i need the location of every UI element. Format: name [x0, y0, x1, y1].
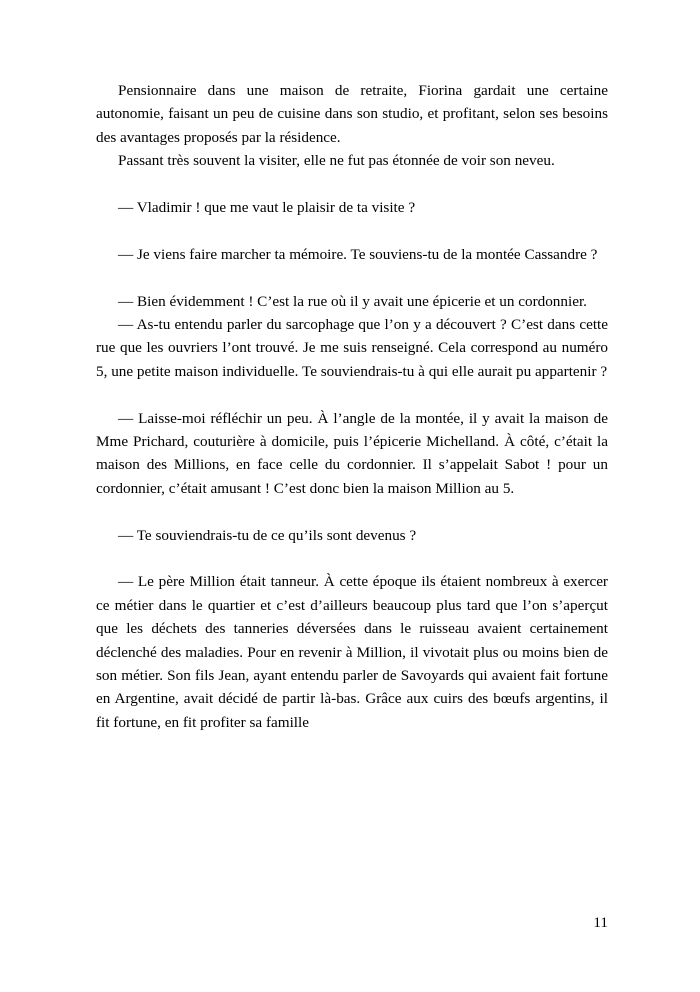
dialogue-line-vladimir: — Vladimir ! que me vaut le plaisir de ta visite ? [118, 199, 416, 217]
dialogue-line-pere-million: — Le père Million était tanneur. À cette époque ils étaient nombreux à exercer ce métier dans le quartier et c’est d’ailleurs beaucoup plus tard que l’on s’aperçut que les déchets des tanneries déversées dans le ruisseau avaient certainement déclenché des maladies. Pour en revenir à Million, il vivotait plus ou moins bien de son métier. Son fils Jean, ayant entendu parler de Savoyards qui avaient fait fortune en Argentine, avait décidé de partir là-bas. Grâce aux cuirs des bœufs argentins, il fit fortune, en fit profiter sa famille [96, 573, 608, 731]
dialogue-line-memoire: — Je viens faire marcher ta mémoire. Te souviens-tu de la montée Cassandre ? [118, 245, 598, 263]
paragraph-1: Pensionnaire dans une maison de retraite, Fiorina gardait une certaine autonomie, faisant un peu de cuisine dans son studio, et profitant, selon ses besoins des avantages proposés par la résidence. [96, 82, 608, 146]
dialogue-line-evidemment: — Bien évidemment ! C’est la rue où il y avait une épicerie et un cordonnier. [118, 292, 587, 310]
body-text-column [96, 79, 608, 734]
dialogue-line-laisse-moi: — Laisse-moi réfléchir un peu. À l’angle de la montée, il y avait la maison de Mme Prichard, couturière à domicile, puis l’épicerie Michelland. À côté, c’était la maison des Millions, en face celle du cordonnier. Il s’appelait Sabot ! pour un cordonnier, c’était amusant ! C’est donc bien la maison Million au 5. [96, 409, 608, 497]
paragraph-2: Passant très souvent la visiter, elle ne fut pas étonnée de voir son neveu. [118, 152, 555, 170]
dialogue-line-devenus: — Te souviendrais-tu de ce qu’ils sont devenus ? [118, 526, 417, 544]
dialogue-line-sarcophage: — As-tu entendu parler du sarcophage que l’on y a découvert ? C’est dans cette rue que les ouvriers l’ont trouvé. Je me suis renseigné. Cela correspond au numéro 5, une petite maison individuelle. Te souviendrais-tu à qui elle aurait pu appartenir ? [96, 316, 608, 380]
page-number: 11 [593, 914, 608, 931]
